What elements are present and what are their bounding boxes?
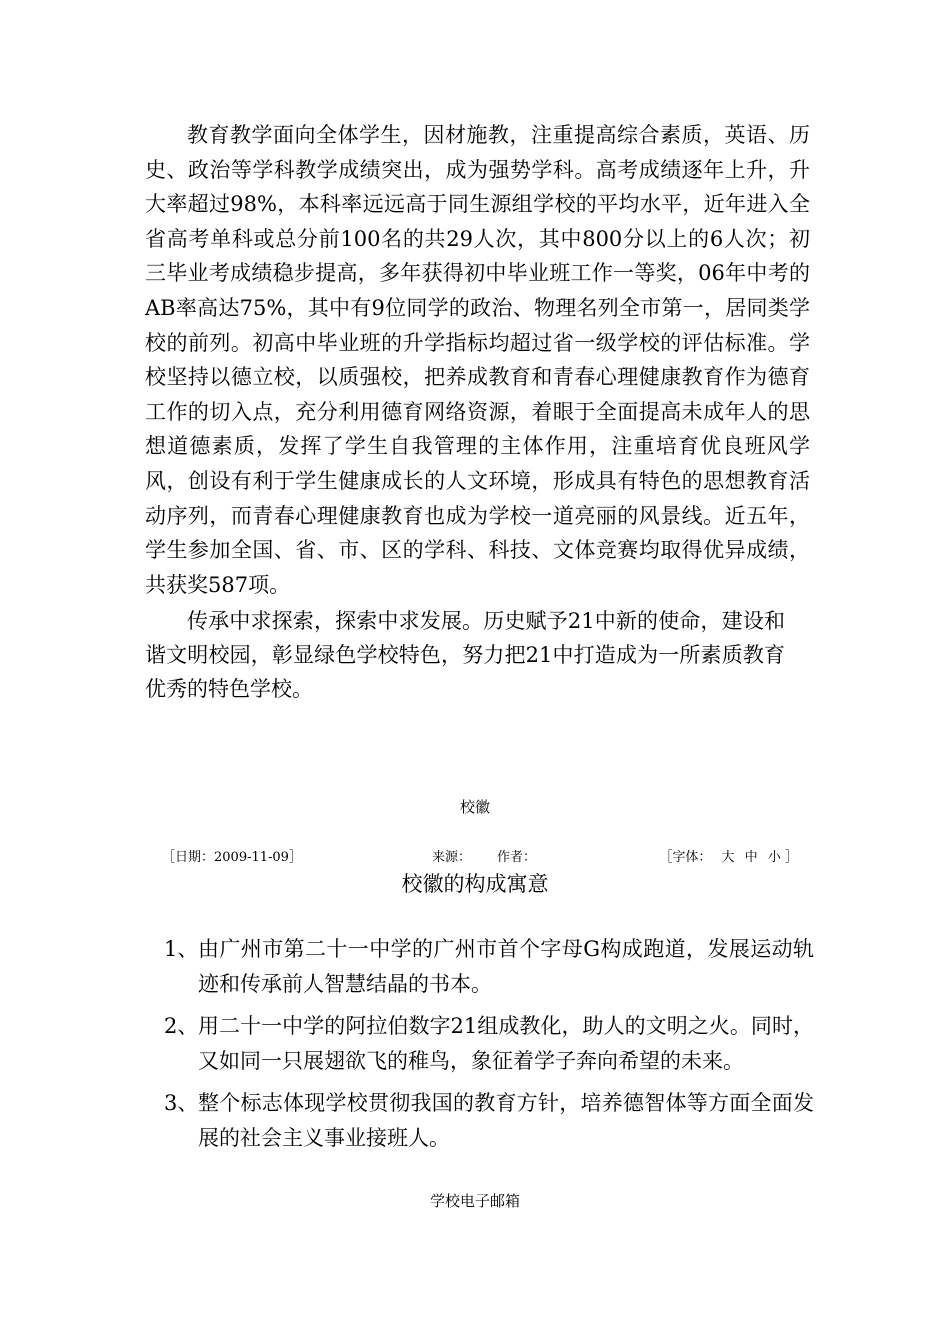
list-item-number: 1、 (164, 937, 199, 961)
intro-paragraph-1: 教育教学面向全体学生，因材施教，注重提高综合素质，英语、历史、政治等学科教学成绩突出，成为强势学科。高考成绩逐年上升，升大率超过98%，本科率远远高于同生源组学校的平均水平，近年进入全省高考单科或总分前100名的共29人次，其中800分以上的6人次；初三毕业考成绩稳步提高，多年获得初中毕业班工作一等奖，06年中考的AB率高达75%，其中有9位同学的政治、物理名列全市第一，居同类学校的前列。初高中毕业班的升学指标均超过省一级学校的评估标准。学校坚持以德立校，以质强校，把养成教育和青春心理健康教育作为德育工作的切入点，充分利用德育网络资源，着眼于全面提高未成年人的思想道德素质，发挥了学生自我管理的主体作用，注重培育优良班风学风，创设有利于学生健康成长的人文环境，形成具有特色的思想教育活动序列，而青春心理健康教育也成为学校一道亮丽的风景线。近五年，学生参加全国、省、市、区的学科、科技、文体竞赛均取得优异成绩，共获奖587项。 (145, 123, 810, 597)
list-item (164, 932, 814, 1002)
article-date: ［日期：2009-11-09］ (162, 850, 302, 865)
list-item-text: 用二十一中学的阿拉伯数字21组成教化，助人的文明之火。同时，又如同一只展翅欲飞的稚鸟，象征着学子奔向希望的未来。 (198, 1014, 814, 1073)
font-size-prefix: ［字体： (659, 850, 712, 865)
list-item (164, 1086, 814, 1156)
list-item-text: 整个标志体现学校贯彻我国的教育方针，培养德智体等方面全面发展的社会主义事业接班人。 (198, 1091, 814, 1150)
list-item-number: 3、 (164, 1091, 199, 1115)
email-section-label: 学校电子邮箱 (429, 1192, 520, 1210)
font-size-large-link[interactable]: 大 (721, 850, 735, 865)
emblem-meaning-list (164, 932, 814, 1163)
emblem-meaning-title: 校徽的构成寓意 (401, 872, 549, 896)
article-meta (162, 846, 798, 866)
emblem-section-label: 校徽 (459, 798, 490, 816)
font-size-switcher (659, 846, 798, 865)
article-source: 来源： (432, 850, 472, 865)
list-item-text: 由广州市第二十一中学的广州市首个字母G构成跑道，发展运动轨迹和传承前人智慧结晶的书本。 (198, 937, 814, 996)
list-item (164, 1009, 814, 1079)
font-size-suffix: ］ (784, 850, 798, 865)
list-item-number: 2、 (164, 1014, 199, 1038)
article-author: 作者： (497, 850, 537, 865)
font-size-small-link[interactable]: 小 (767, 850, 781, 865)
font-size-medium-link[interactable]: 中 (744, 850, 758, 865)
intro-paragraph-2: 传承中求探索，探索中求发展。历史赋予21中新的使命，建设和谐文明校园，彰显绿色学校特色，努力把21中打造成为一所素质教育优秀的特色学校。 (145, 609, 785, 701)
